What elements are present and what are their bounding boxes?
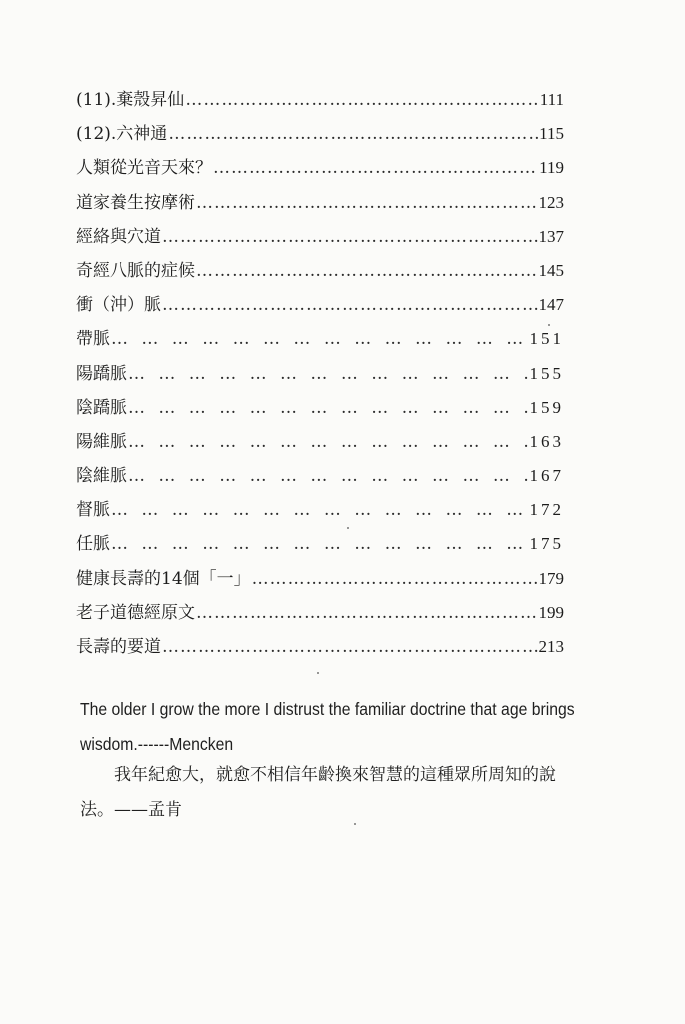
toc-entry-title: 衝（沖）脈 bbox=[76, 295, 161, 316]
toc-entry-page-number: 179 bbox=[538, 568, 564, 588]
toc-entry bbox=[76, 295, 564, 329]
scan-speck bbox=[354, 823, 356, 825]
toc-entry-page-number: 159 bbox=[529, 397, 564, 417]
toc-entry-page-number: 145 bbox=[538, 260, 564, 280]
toc-entry-title: 陽蹻脈 bbox=[76, 363, 127, 384]
toc-entry-title: 道家養生按摩術 bbox=[76, 192, 195, 213]
toc-entry bbox=[76, 90, 564, 124]
toc-entry-page-number: 199 bbox=[538, 602, 564, 622]
toc-entry bbox=[76, 329, 564, 363]
toc-entry bbox=[76, 261, 564, 295]
scan-speck bbox=[347, 527, 349, 529]
table-of-contents bbox=[76, 90, 564, 671]
toc-entry bbox=[76, 398, 564, 432]
toc-dot-leader bbox=[111, 500, 529, 520]
toc-entry-title: 老子道德經原文 bbox=[76, 602, 195, 623]
toc-dot-leader bbox=[111, 329, 529, 349]
toc-entry bbox=[76, 364, 564, 398]
toc-entry bbox=[76, 500, 564, 534]
toc-entry bbox=[76, 227, 564, 261]
toc-entry-page-number: 111 bbox=[539, 90, 564, 109]
scan-speck bbox=[317, 672, 319, 674]
toc-entry bbox=[76, 466, 564, 500]
toc-entry-title: 陽維脈 bbox=[76, 431, 127, 452]
toc-entry bbox=[76, 432, 564, 466]
toc-entry-page-number: 119 bbox=[539, 158, 564, 178]
toc-entry-page-number: 175 bbox=[529, 534, 564, 554]
toc-entry bbox=[76, 637, 564, 671]
toc-entry-page-number: 172 bbox=[529, 500, 564, 520]
toc-entry-title: 陰蹻脈 bbox=[76, 397, 127, 418]
toc-entry-title: 帶脈 bbox=[76, 329, 110, 350]
toc-entry-page-number: 147 bbox=[538, 295, 564, 315]
toc-entry-title: (11).棄殼昇仙 bbox=[76, 90, 185, 110]
toc-entry-title: 奇經八脈的症候 bbox=[76, 260, 195, 281]
toc-entry-title: 任脈 bbox=[76, 534, 110, 555]
toc-entry bbox=[76, 158, 564, 192]
toc-dot-leader bbox=[128, 398, 529, 418]
toc-dot-leader bbox=[128, 466, 529, 486]
toc-entry-page-number: 167 bbox=[529, 466, 564, 486]
toc-entry-page-number: 213 bbox=[538, 637, 564, 656]
toc-dot-leader bbox=[128, 364, 529, 384]
toc-dot-leader bbox=[162, 295, 538, 315]
toc-entry bbox=[76, 534, 564, 568]
toc-entry-page-number: 123 bbox=[538, 192, 564, 212]
toc-entry-page-number: 137 bbox=[538, 226, 564, 246]
toc-entry-title: 經絡與穴道 bbox=[76, 226, 161, 247]
toc-entry-title: 陰維脈 bbox=[76, 466, 127, 487]
toc-entry-page-number: 155 bbox=[529, 363, 564, 383]
scan-speck bbox=[548, 324, 550, 326]
toc-dot-leader bbox=[128, 432, 529, 452]
toc-dot-leader bbox=[162, 637, 538, 657]
toc-entry bbox=[76, 603, 564, 637]
toc-entry-title: 健康長壽的14個「一」 bbox=[76, 568, 251, 589]
english-quote: The older I grow the more I distrust the familiar doctrine that age brings wisdom.------Mencken bbox=[80, 699, 575, 754]
toc-entry-title: 人類從光音天來？ bbox=[76, 158, 212, 179]
toc-dot-leader bbox=[196, 261, 538, 281]
toc-entry-title: 長壽的要道 bbox=[76, 637, 161, 657]
toc-entry-page-number: 151 bbox=[529, 329, 564, 349]
toc-entry bbox=[76, 193, 564, 227]
toc-entry bbox=[76, 124, 564, 158]
toc-dot-leader bbox=[213, 158, 538, 178]
toc-entry-title: (12).六神通 bbox=[76, 124, 168, 145]
toc-dot-leader bbox=[168, 124, 538, 144]
toc-dot-leader bbox=[196, 193, 538, 213]
toc-dot-leader bbox=[252, 569, 538, 589]
toc-entry bbox=[76, 569, 564, 603]
toc-dot-leader bbox=[185, 90, 538, 110]
toc-entry-page-number: 163 bbox=[529, 431, 564, 451]
toc-dot-leader bbox=[111, 534, 529, 554]
toc-dot-leader bbox=[162, 227, 538, 247]
chinese-quote: 我年紀愈大，就愈不相信年齡換來智慧的這種眾所周知的說法。——孟肯 bbox=[80, 765, 556, 820]
toc-dot-leader bbox=[196, 603, 538, 623]
toc-entry-page-number: 115 bbox=[539, 124, 564, 144]
toc-entry-title: 督脈 bbox=[76, 500, 110, 521]
